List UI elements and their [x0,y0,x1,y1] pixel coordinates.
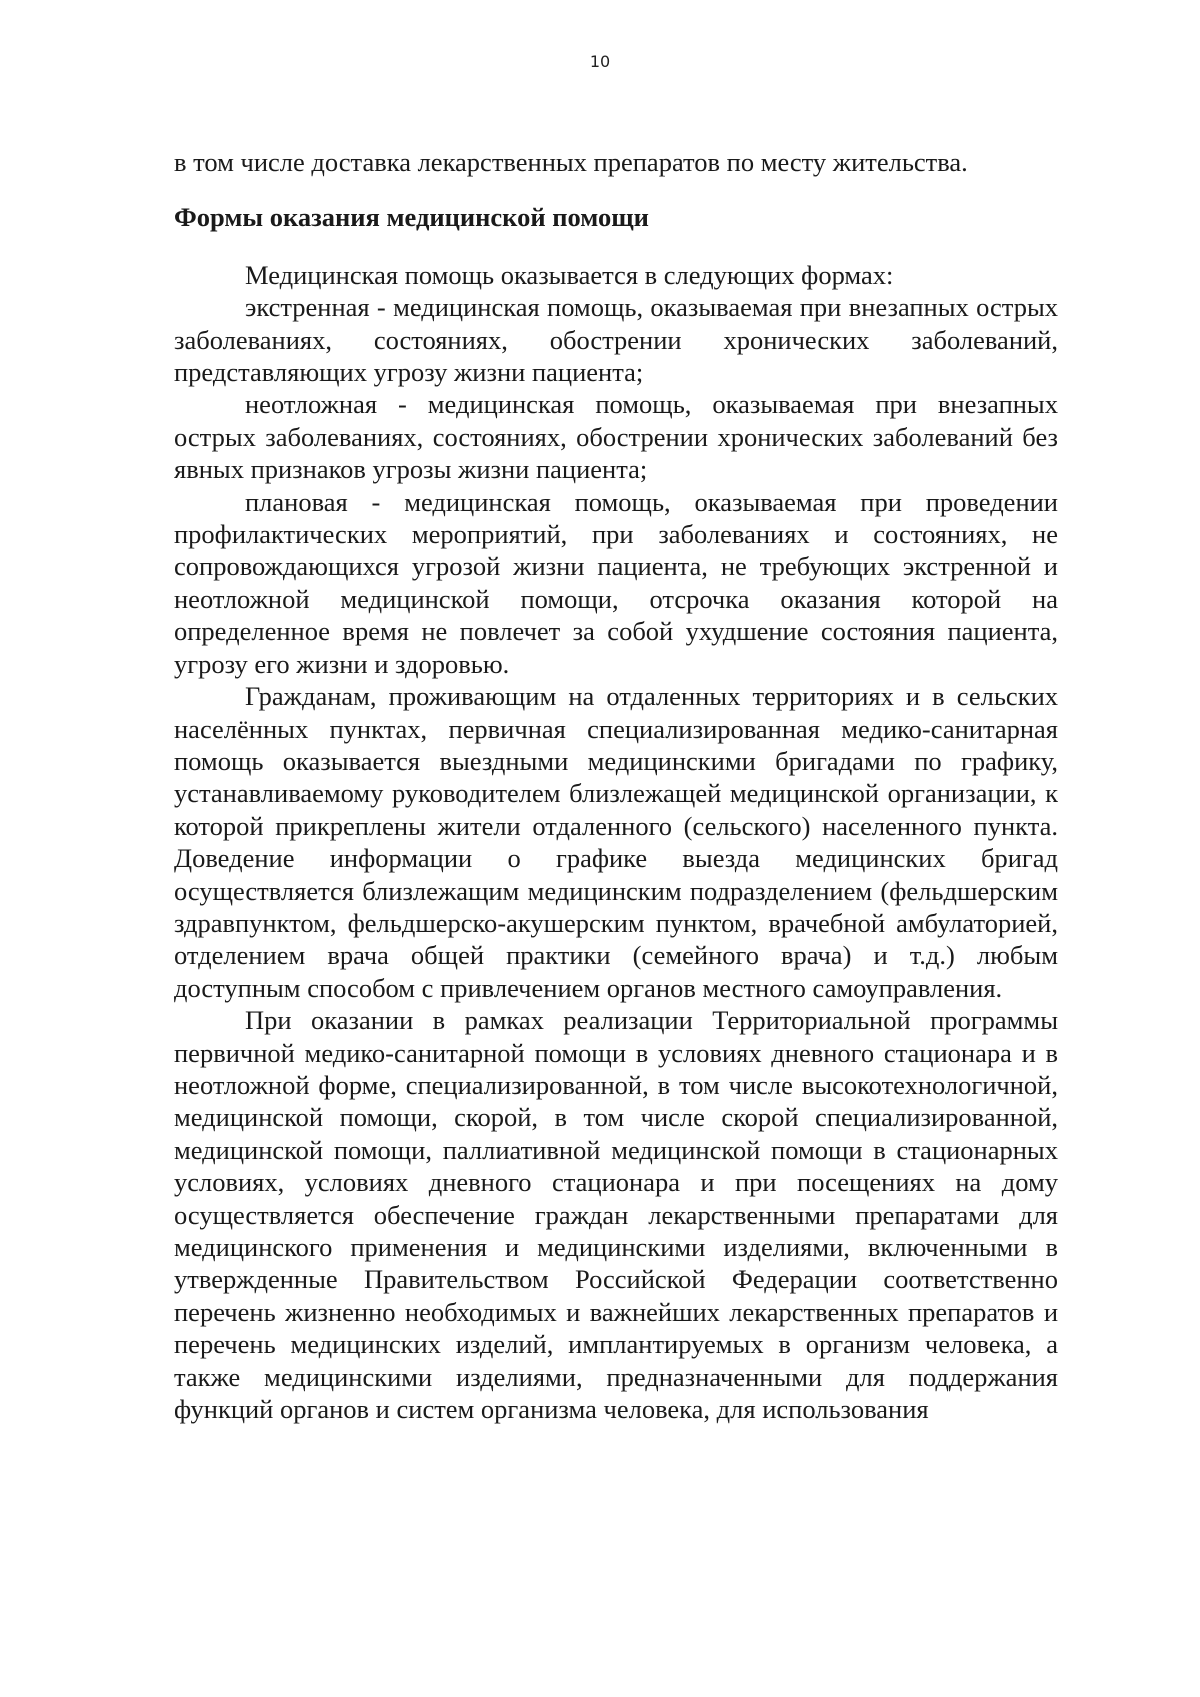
drug-provision-paragraph: При оказании в рамках реализации Территориальной программы первичной медико-санитарной помощи в условиях дневного стационара и в неотложной форме, специализированной, в том числе высокотехнологичной, медицинской помощи, скорой, в том числе скорой специализированной, медицинской помощи, паллиативной медицинской помощи в стационарных условиях, условиях дневного стационара и при посещениях на дому осуществляется обеспечение граждан лекарственными препаратами для медицинского применения и медицинскими изделиями, включенными в утвержденные Правительством Российской Федерации соответственно перечень жизненно необходимых и важнейших лекарственных препаратов и перечень медицинских изделий, имплантируемых в организм человека, а также медицинскими изделиями, предназначенными для поддержания функций органов и систем организма человека, для использования [174,1005,1058,1425]
intro-paragraph: Медицинская помощь оказывается в следующих формах: [245,259,894,290]
urgent-form-paragraph: неотложная - медицинская помощь, оказываемая при внезапных острых заболеваниях, состояниях, обострении хронических заболеваний без явных признаков угрозы жизни пациента; [174,389,1058,485]
remote-territories-paragraph: Гражданам, проживающим на отдаленных территориях и в сельских населённых пунктах, первичная специализированная медико-санитарная помощь оказывается выездными медицинскими бригадами по графику, устанавливаемому руководителем близлежащей медицинской организации, к которой прикреплены жители отдаленного (сельского) населенного пункта. Доведение информации о графике выезда медицинских бригад осуществляется близлежащим медицинским подразделением (фельдшерским здравпунктом, фельдшерско-акушерским пунктом, врачебной амбулаторией, отделением врача общей практики (семейного врача) и т.д.) любым доступным способом с привлечением органов местного самоуправления. [174,681,1058,1003]
emergency-form-paragraph: экстренная - медицинская помощь, оказываемая при внезапных острых заболеваниях, состояниях, обострении хронических заболеваний, представляющих угрозу жизни пациента; [174,292,1058,388]
section-heading: Формы оказания медицинской помощи [174,202,649,233]
document-body [174,146,1058,1425]
planned-form-paragraph: плановая - медицинская помощь, оказываемая при проведении профилактических мероприятий, при заболеваниях и состояниях, не сопровождающихся угрозой жизни пациента, не требующих экстренной и неотложной медицинской помощи, отсрочка оказания которой на определенное время не повлечет за собой ухудшение состояния пациента, угрозу его жизни и здоровью. [174,486,1058,679]
continuation-paragraph: в том числе доставка лекарственных препаратов по месту жительства. [174,147,968,177]
page-number: 10 [589,52,611,71]
